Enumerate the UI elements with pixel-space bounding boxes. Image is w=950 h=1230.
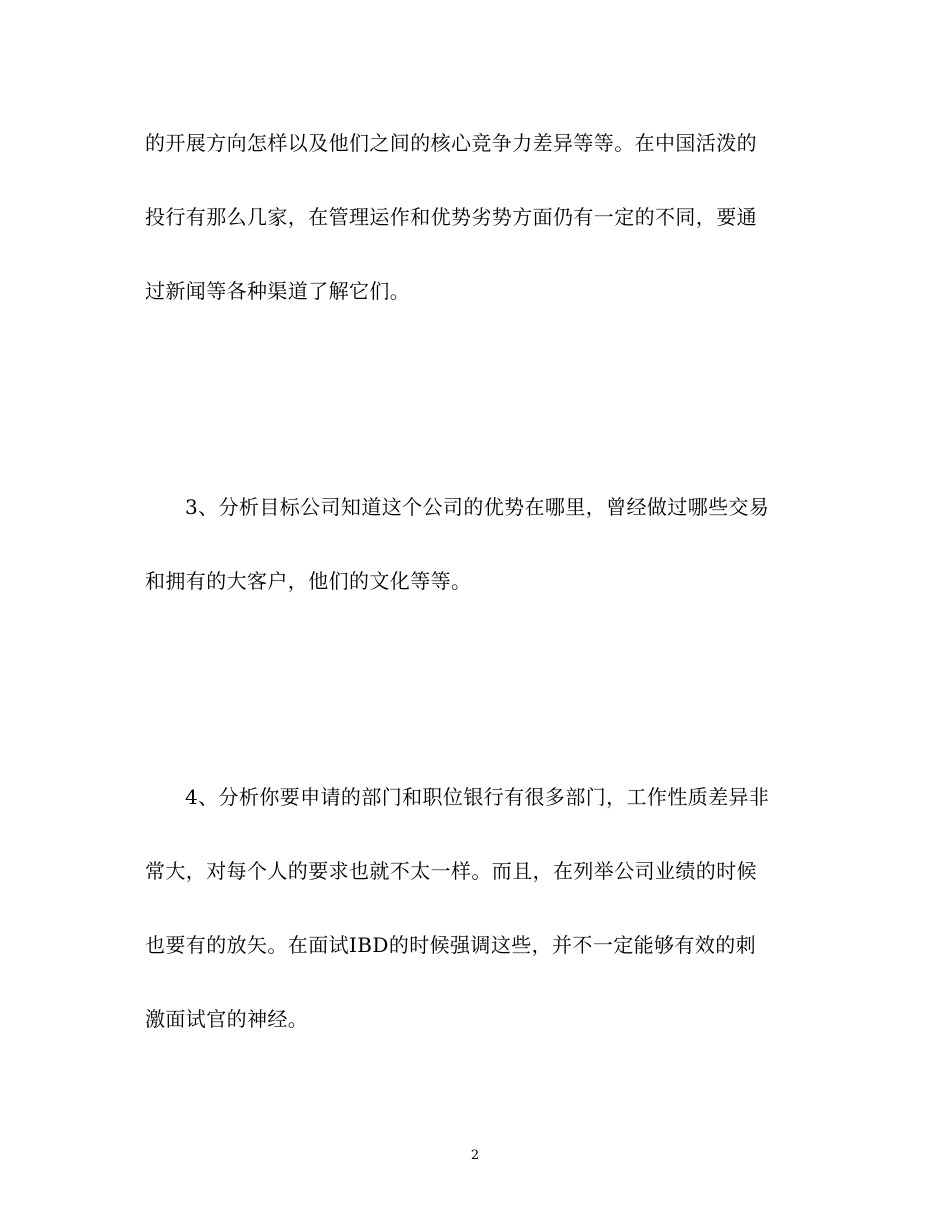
paragraph-3-line-1: 4、分析你要申请的部门和职位银行有很多部门，工作性质差异非 bbox=[185, 785, 770, 809]
paragraph-3-line-2: 常大，对每个人的要求也就不太一样。而且，在列举公司业绩的时候 bbox=[145, 859, 757, 883]
paragraph-2-line-1: 3、分析目标公司知道这个公司的优势在哪里，曾经做过哪些交易 bbox=[185, 495, 770, 519]
paragraph-3-line-3: 也要有的放矢。在面试IBD的时候强调这些，并不一定能够有效的刺 bbox=[145, 933, 757, 957]
paragraph-1-line-3: 过新闻等各种渠道了解它们。 bbox=[145, 279, 411, 303]
page-number: 2 bbox=[470, 1148, 480, 1163]
paragraph-3-line-4: 激面试官的神经。 bbox=[145, 1007, 309, 1031]
paragraph-1-line-1: 的开展方向怎样以及他们之间的核心竞争力差异等等。在中国活泼的 bbox=[145, 131, 757, 155]
paragraph-1-line-2: 投行有那么几家，在管理运作和优势劣势方面仍有一定的不同，要通 bbox=[145, 205, 757, 229]
paragraph-2-line-2: 和拥有的大客户，他们的文化等等。 bbox=[145, 569, 472, 593]
